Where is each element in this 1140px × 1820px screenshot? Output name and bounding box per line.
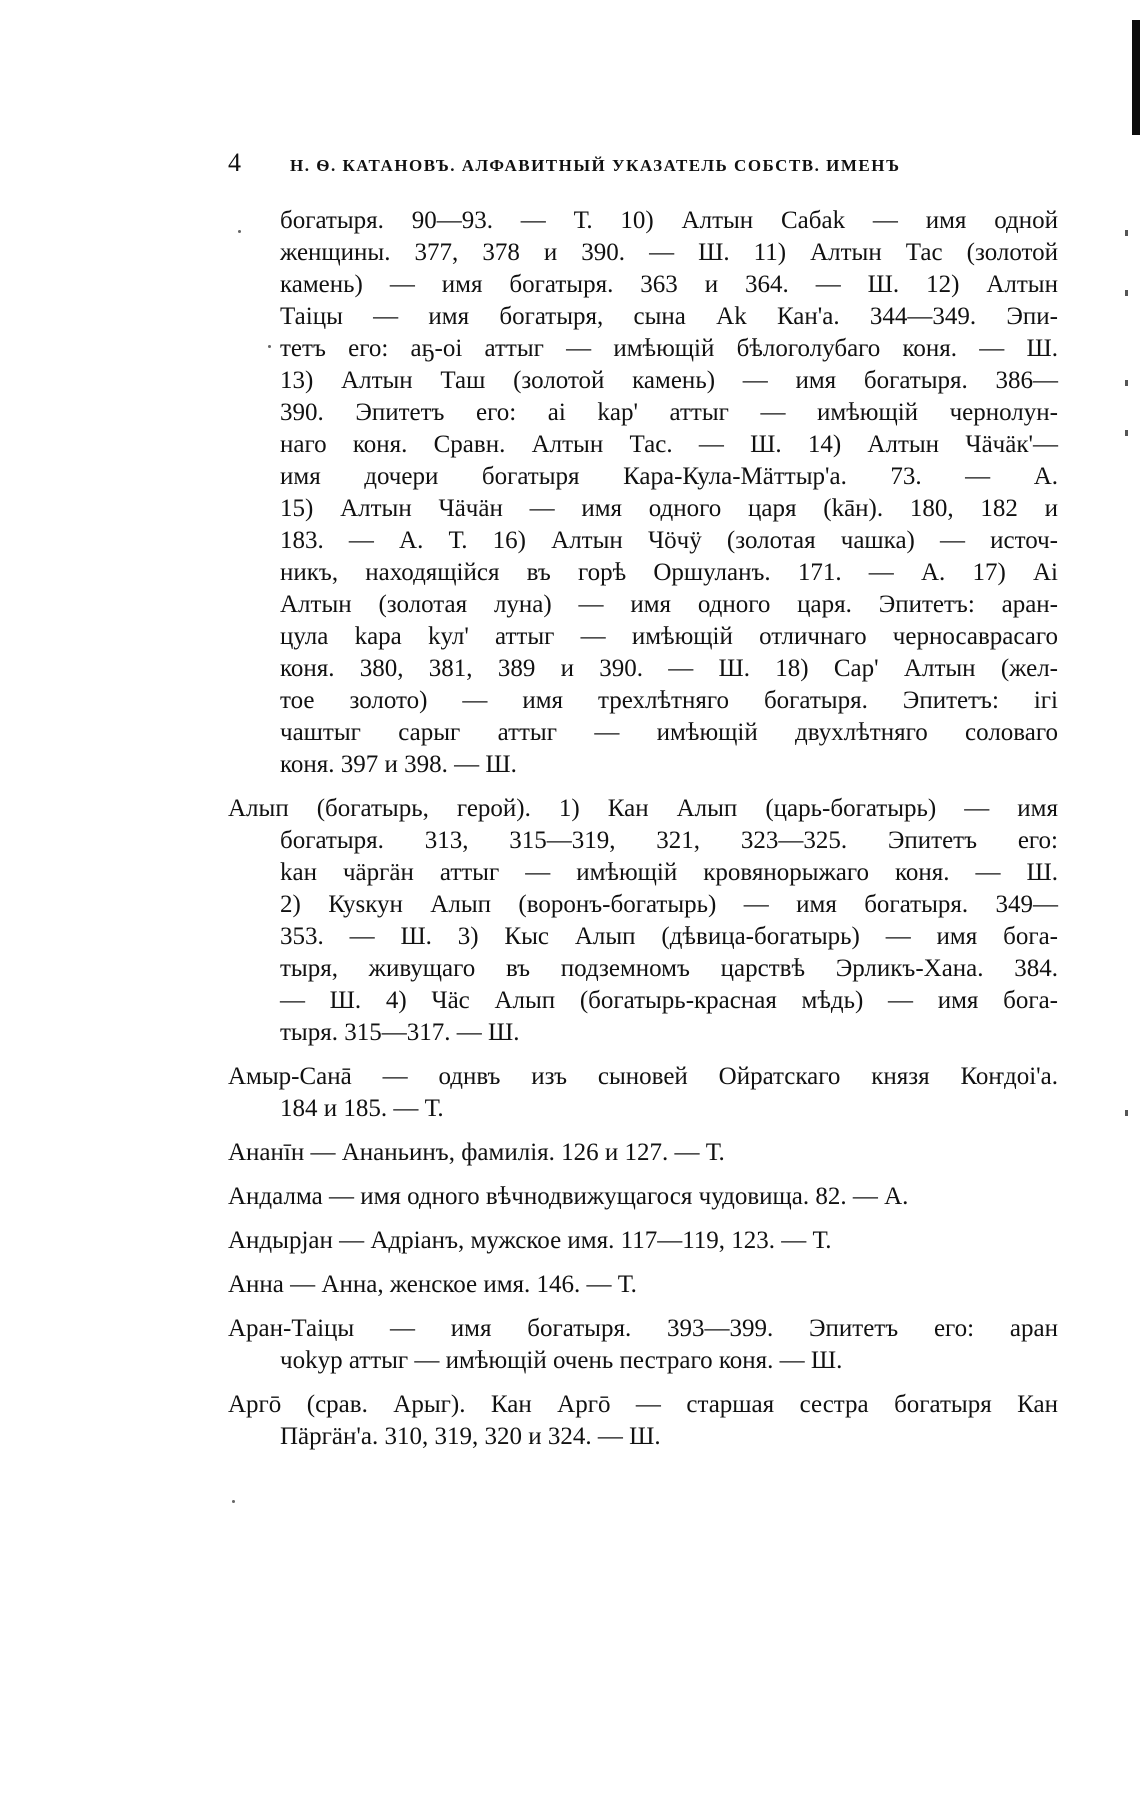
text-line: женщины. 377, 378 и 390. — Ш. 11) Алтын Тас (золотой (280, 239, 1058, 266)
text-line: богатыря. 313, 315—319, 321, 323—325. Эпитетъ его: (280, 827, 1058, 854)
entry-headline: Ананīн — Ананьинъ, фамилія. 126 и 127. — Т. (228, 1139, 725, 1166)
text-line: Алтын (золотая луна) — имя одного царя. Эпитетъ: аран- (280, 591, 1058, 618)
text-line: камень) — имя богатыря. 363 и 364. — Ш. 12) Алтын (280, 271, 1058, 298)
index-entry-amyr-sana (228, 1061, 1058, 1125)
margin-speck (1125, 430, 1128, 436)
text-line: тетъ его: аҕ-оі аттыг — имѣющій бѣлоголубаго коня. — Ш. (280, 335, 1058, 362)
index-entry-andalma (228, 1181, 1058, 1213)
text-line: 15) Алтын Чäчäн — имя одного царя (kāн). 180, 182 и (280, 495, 1058, 522)
text-line: имя дочери богатыря Кара-Кула-Мäттыр'а. 73. — А. (280, 463, 1058, 490)
index-entry-argo (228, 1389, 1058, 1453)
text-line: 353. — Ш. 3) Кыс Алып (дѣвица-богатырь) — имя бога- (280, 923, 1058, 950)
text-line: коня. 397 и 398. — Ш. (280, 751, 517, 778)
entry-headline: Андырjан — Адріанъ, мужское имя. 117—119, 123. — Т. (228, 1227, 832, 1254)
text-line: тыря. 315—317. — Ш. (280, 1019, 520, 1046)
text-line: kан чäргäн аттыг — имѣющій кровянорыжаго коня. — Ш. (280, 859, 1058, 886)
entry-headline: Аран-Таiцы — имя богатыря. 393—399. Эпитетъ его: аран (228, 1315, 1058, 1342)
page-number: 4 (228, 148, 241, 177)
text-line: чаштыг сарыг аттыг — имѣющій двухлѣтняго соловаго (280, 719, 1058, 746)
index-entry-ananin (228, 1137, 1058, 1169)
entry-headline: Анна — Анна, женское имя. 146. — Т. (228, 1271, 637, 1298)
text-line: Таiцы — имя богатыря, сына Аk Кан'а. 344—349. Эпи- (280, 303, 1058, 330)
margin-speck (1125, 1110, 1128, 1116)
index-entry-alyp (228, 793, 1058, 1049)
entry-headline: Андалма — имя одного вѣчнодвижущагося чудовища. 82. — А. (228, 1183, 909, 1210)
text-line: тое золото) — имя трехлѣтняго богатыря. Эпитетъ: ігі (280, 687, 1058, 714)
text-line: цула kара kул' аттыг — имѣющій отличнаго черносаврасаго (280, 623, 1058, 650)
margin-speck (1125, 380, 1128, 386)
text-line: богатыря. 90—93. — Т. 10) Алтын Сабаk — имя одной (280, 207, 1058, 234)
text-line: 390. Эпитетъ его: аі kар' аттыг — имѣющій чернолун- (280, 399, 1058, 426)
text-line: 2) Куsкун Алып (воронъ-богатырь) — имя богатыря. 349— (280, 891, 1058, 918)
margin-speck (1125, 290, 1128, 296)
entry-headline: Амыр-Санā — однвъ изъ сыновей Ойратскаго князя Коҥдоі'а. (228, 1063, 1058, 1090)
text-line: коня. 380, 381, 389 и 390. — Ш. 18) Сар' Алтын (жел- (280, 655, 1058, 682)
index-entry-continuation (228, 205, 1058, 781)
running-title: Н. Ѳ. КАТАНОВЪ. АЛФАВИТНЫЙ УКАЗАТЕЛЬ СОБСТВ. ИМЕНЪ (290, 156, 901, 175)
running-header (228, 148, 988, 180)
text-line: никъ, находящійся въ горѣ Оршуланъ. 171. — А. 17) Аі (280, 559, 1058, 586)
text-line: 184 и 185. — Т. (280, 1095, 444, 1122)
index-text (228, 205, 1058, 1465)
text-line: тыря, живущаго въ подземномъ царствѣ Эрликъ-Хана. 384. (280, 955, 1058, 982)
index-entry-andyrjan (228, 1225, 1058, 1257)
margin-speck (1125, 230, 1128, 236)
index-entry-aran-taitsy (228, 1313, 1058, 1377)
text-line: 13) Алтын Таш (золотой камень) — имя богатыря. 386— (280, 367, 1058, 394)
text-line: Пäргäн'а. 310, 319, 320 и 324. — Ш. (280, 1423, 661, 1450)
text-line: — Ш. 4) Чäс Алып (богатырь-красная мѣдь) — имя бога- (280, 987, 1058, 1014)
index-entry-anna (228, 1269, 1058, 1301)
text-line: 183. — А. Т. 16) Алтын Чöчӱ (золотая чашка) — источ- (280, 527, 1058, 554)
page-edge-mark (1132, 20, 1140, 135)
text-line: чоkур аттыг — имѣющій очень пестраго коня. — Ш. (280, 1347, 843, 1374)
print-speck (232, 1500, 235, 1503)
entry-headline: Аргō (срав. Арыг). Кан Аргō — старшая сестра богатыря Кан (228, 1391, 1058, 1418)
text-line: наго коня. Сравн. Алтын Тас. — Ш. 14) Алтын Чäчäк'— (280, 431, 1058, 458)
entry-headline: Алып (богатырь, герой). 1) Кан Алып (царь-богатырь) — имя (228, 795, 1058, 822)
